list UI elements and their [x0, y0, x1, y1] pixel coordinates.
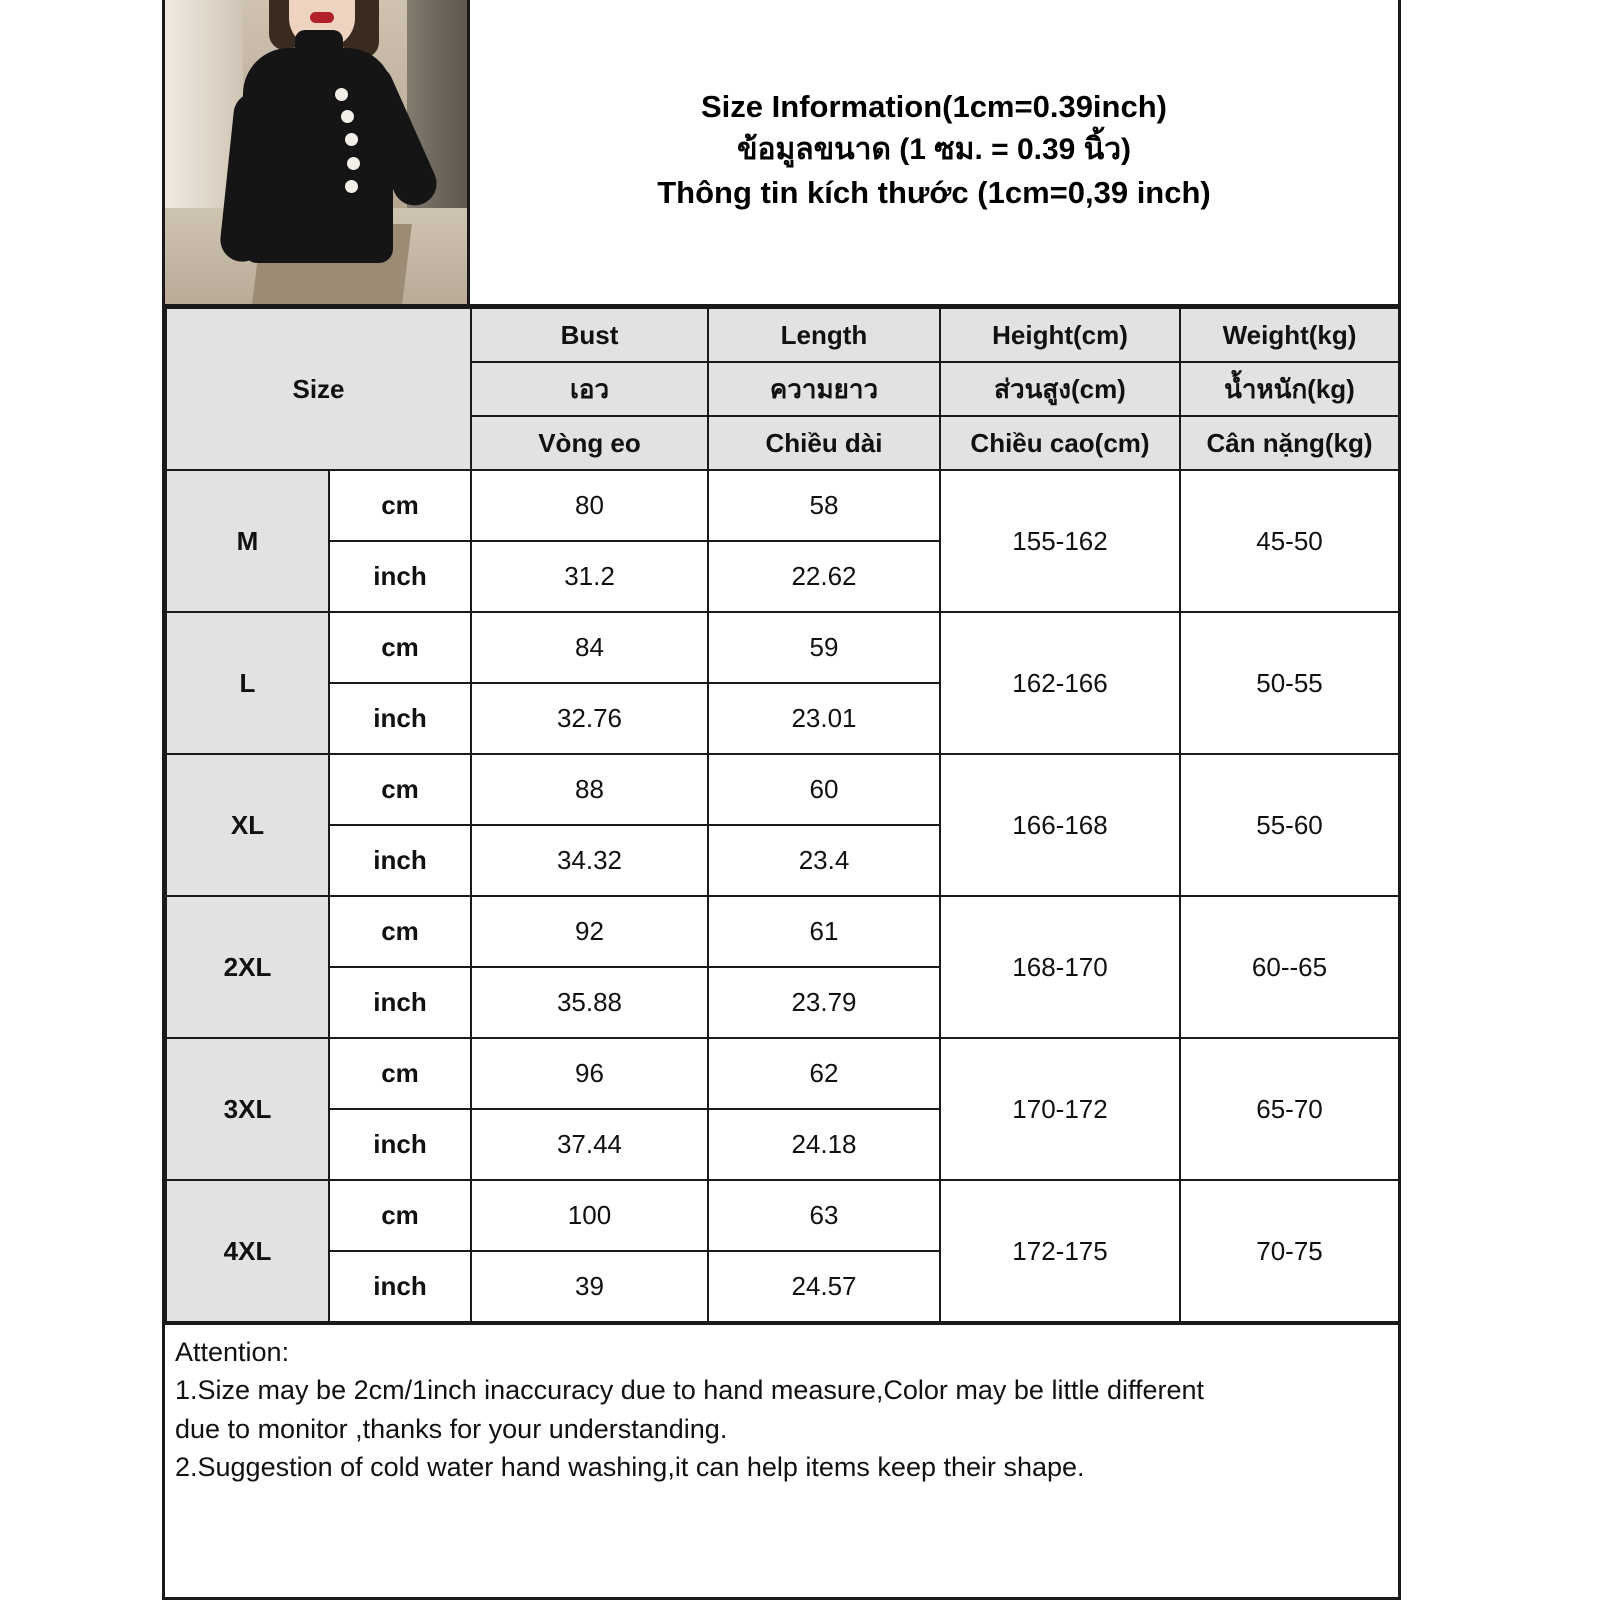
row-unit-cm: cm [329, 612, 471, 683]
row-unit-inch: inch [329, 1109, 471, 1180]
cell-height: 162-166 [940, 612, 1180, 754]
cell-bust-inch: 34.32 [471, 825, 708, 896]
title-english: Size Information(1cm=0.39inch) [701, 88, 1167, 124]
cell-length-inch: 23.01 [708, 683, 940, 754]
attention-line-2: due to monitor ,thanks for your understanding. [175, 1413, 728, 1444]
cell-weight: 70-75 [1180, 1180, 1399, 1322]
row-size-label: 2XL [166, 896, 329, 1038]
cell-weight: 55-60 [1180, 754, 1399, 896]
row-unit-inch: inch [329, 967, 471, 1038]
table-row [166, 612, 1399, 683]
cell-weight: 60--65 [1180, 896, 1399, 1038]
column-header-weight-en: Weight(kg) [1180, 308, 1399, 362]
column-header-weight-th: น้ำหนัก(kg) [1180, 362, 1399, 416]
table-row [166, 754, 1399, 825]
column-header-bust-vi: Vòng eo [471, 416, 708, 470]
title-vietnamese: Thông tin kích thước (1cm=0,39 inch) [657, 175, 1211, 211]
model-photo [165, 0, 470, 304]
row-size-label: M [166, 470, 329, 612]
table-row [166, 1180, 1399, 1251]
row-unit-cm: cm [329, 1038, 471, 1109]
header-band [165, 0, 1398, 307]
row-unit-cm: cm [329, 1180, 471, 1251]
cell-bust-cm: 88 [471, 754, 708, 825]
size-header-cell: Size [166, 308, 471, 470]
row-size-label: L [166, 612, 329, 754]
cell-bust-cm: 84 [471, 612, 708, 683]
cell-height: 170-172 [940, 1038, 1180, 1180]
row-size-label: XL [166, 754, 329, 896]
cell-length-inch: 24.57 [708, 1251, 940, 1322]
title-thai: ข้อมูลขนาด (1 ซม. = 0.39 นิ้ว) [736, 132, 1132, 166]
size-chart-sheet [162, 0, 1401, 1600]
cell-height: 168-170 [940, 896, 1180, 1038]
attention-block [165, 1323, 1398, 1615]
cell-length-inch: 23.79 [708, 967, 940, 1038]
cell-height: 172-175 [940, 1180, 1180, 1322]
cell-bust-cm: 100 [471, 1180, 708, 1251]
row-unit-cm: cm [329, 754, 471, 825]
cell-bust-cm: 80 [471, 470, 708, 541]
row-unit-cm: cm [329, 896, 471, 967]
cell-height: 155-162 [940, 470, 1180, 612]
cell-length-cm: 58 [708, 470, 940, 541]
cell-weight: 45-50 [1180, 470, 1399, 612]
row-unit-inch: inch [329, 825, 471, 896]
row-unit-inch: inch [329, 1251, 471, 1322]
row-unit-inch: inch [329, 541, 471, 612]
attention-line-3: 2.Suggestion of cold water hand washing,it can help items keep their shape. [175, 1451, 1085, 1482]
attention-heading: Attention: [175, 1337, 290, 1367]
cell-length-cm: 61 [708, 896, 940, 967]
cell-height: 166-168 [940, 754, 1180, 896]
cell-bust-inch: 31.2 [471, 541, 708, 612]
cell-bust-cm: 92 [471, 896, 708, 967]
column-header-height-vi: Chiều cao(cm) [940, 416, 1180, 470]
column-header-length-th: ความยาว [708, 362, 940, 416]
cell-length-inch: 24.18 [708, 1109, 940, 1180]
column-header-length-en: Length [708, 308, 940, 362]
size-table [165, 307, 1400, 1323]
cell-weight: 50-55 [1180, 612, 1399, 754]
column-header-bust-th: เอว [471, 362, 708, 416]
table-row [166, 470, 1399, 541]
cell-length-inch: 22.62 [708, 541, 940, 612]
cell-length-inch: 23.4 [708, 825, 940, 896]
cell-bust-inch: 39 [471, 1251, 708, 1322]
cell-length-cm: 59 [708, 612, 940, 683]
column-header-weight-vi: Cân nặng(kg) [1180, 416, 1399, 470]
column-header-height-th: ส่วนสูง(cm) [940, 362, 1180, 416]
row-unit-inch: inch [329, 683, 471, 754]
column-header-length-vi: Chiều dài [708, 416, 940, 470]
title-block [470, 0, 1398, 304]
table-row [166, 1038, 1399, 1109]
cell-length-cm: 63 [708, 1180, 940, 1251]
cell-bust-inch: 35.88 [471, 967, 708, 1038]
row-unit-cm: cm [329, 470, 471, 541]
row-size-label: 3XL [166, 1038, 329, 1180]
column-header-bust-en: Bust [471, 308, 708, 362]
cell-bust-inch: 32.76 [471, 683, 708, 754]
table-row [166, 896, 1399, 967]
cell-bust-inch: 37.44 [471, 1109, 708, 1180]
attention-line-1: 1.Size may be 2cm/1inch inaccuracy due to hand measure,Color may be little different [175, 1375, 1205, 1406]
cell-length-cm: 62 [708, 1038, 940, 1109]
cell-bust-cm: 96 [471, 1038, 708, 1109]
cell-length-cm: 60 [708, 754, 940, 825]
row-size-label: 4XL [166, 1180, 329, 1322]
column-header-height-en: Height(cm) [940, 308, 1180, 362]
cell-weight: 65-70 [1180, 1038, 1399, 1180]
table-header-row-en [166, 308, 1399, 362]
